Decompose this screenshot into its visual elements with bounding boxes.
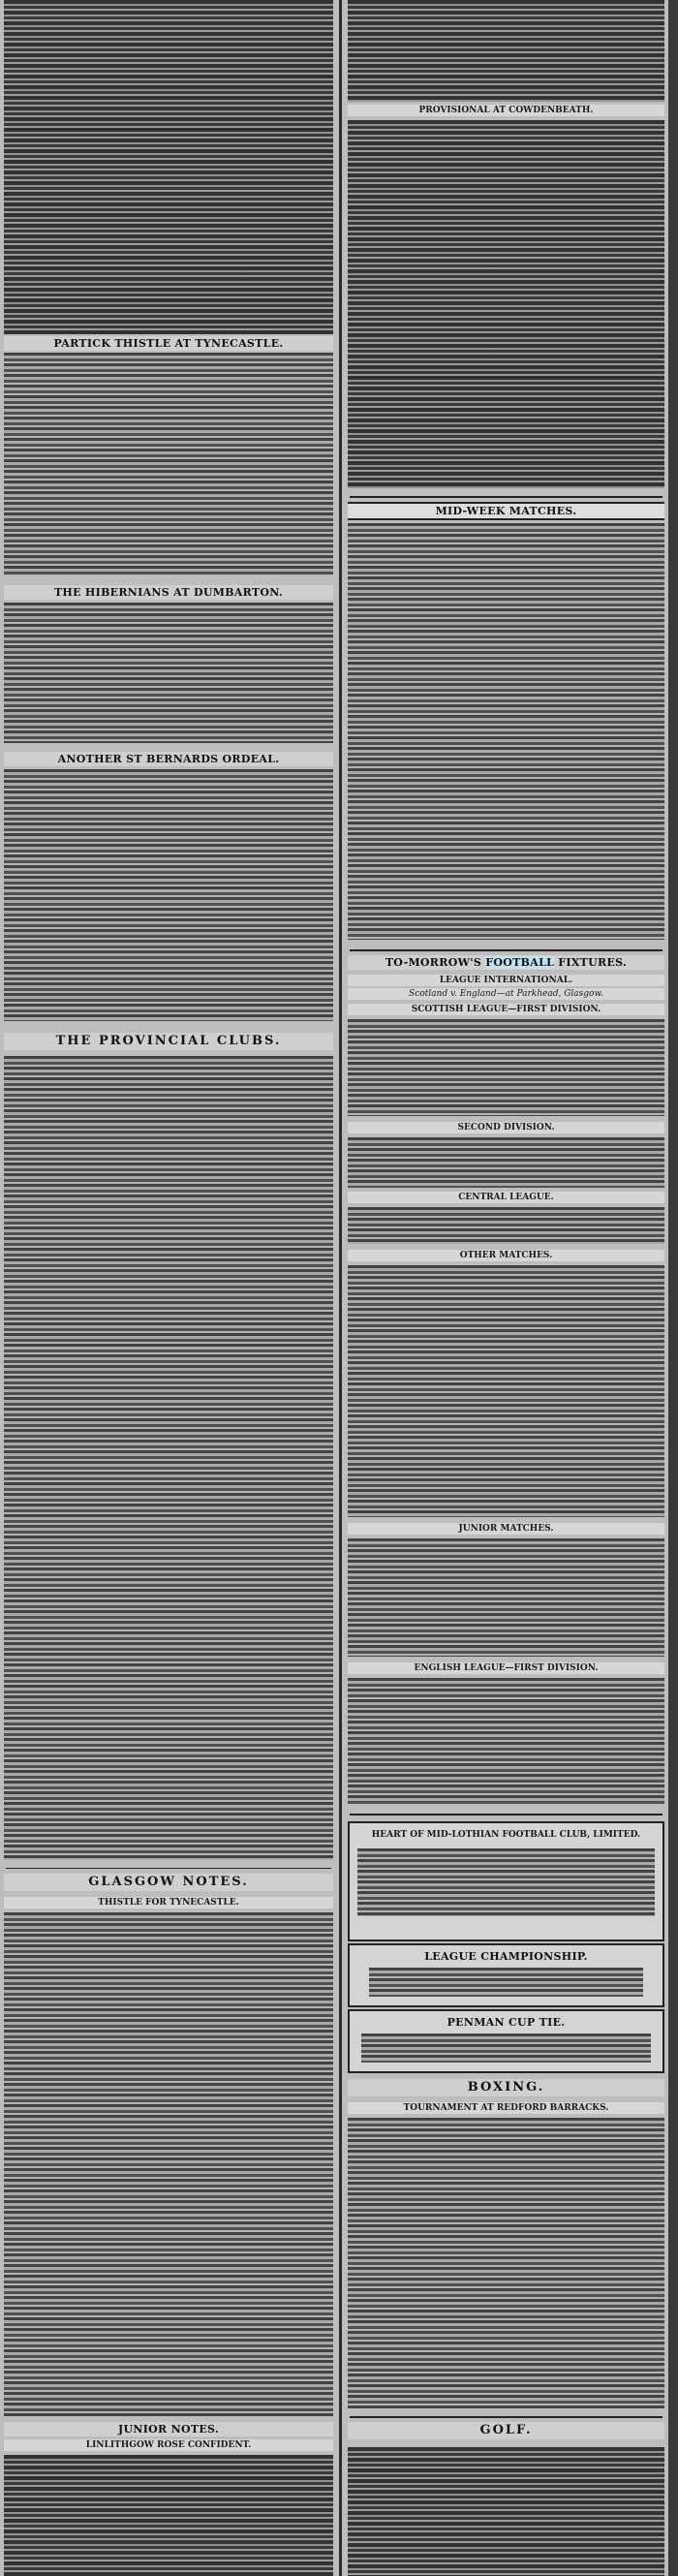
hearts-notice-title: HEART OF MID-LOTHIAN FOOTBALL CLUB, LIMITED. (371, 1830, 641, 1840)
column-rule (339, 0, 342, 2576)
subheadline-central-league: CENTRAL LEAGUE. (348, 1192, 664, 1203)
subheadline-thistle-tynecastle: THISTLE FOR TYNECASTLE. (4, 1897, 333, 1909)
league-international-match: Scotland v. England—at Parkhead, Glasgow. (348, 988, 664, 1000)
headline-glasgow-notes: GLASGOW NOTES. (4, 1874, 333, 1891)
subheadline-junior-matches: JUNIOR MATCHES. (348, 1523, 664, 1535)
fixture-list (348, 1207, 664, 1244)
subheadline-scottish-first: SCOTTISH LEAGUE—FIRST DIVISION. (348, 1004, 664, 1015)
article-text (348, 523, 664, 940)
left-column (0, 0, 337, 2576)
article-text (348, 2118, 664, 2408)
league-championship-notice (348, 1943, 664, 2007)
penman-cup-title: PENMAN CUP TIE. (447, 2016, 566, 2029)
article-text (4, 769, 333, 1021)
fixture-list (348, 1019, 664, 1116)
divider (350, 1814, 663, 1816)
headline-provincial-clubs: THE PROVINCIAL CLUBS. (4, 1033, 333, 1050)
divider (6, 1868, 331, 1869)
fixture-list (348, 1137, 664, 1188)
penman-cup-notice (348, 2009, 664, 2073)
article-text (4, 1912, 333, 2416)
divider (350, 949, 663, 951)
headline-boxing: BOXING. (348, 2079, 664, 2096)
article-text (4, 603, 333, 743)
league-championship-title: LEAGUE CHAMPIONSHIP. (424, 1950, 588, 1963)
headline-midweek-matches: MID-WEEK MATCHES. (348, 502, 664, 520)
notice-text (357, 1848, 655, 1916)
article-text (4, 1056, 333, 1860)
headline-provisional: PROVISIONAL AT COWDENBEATH. (348, 105, 664, 116)
divider (350, 496, 663, 498)
headline-st-bernards: ANOTHER ST BERNARDS ORDEAL. (4, 752, 333, 766)
subheadline-linlithgow: LINLITHGOW ROSE CONFIDENT. (4, 2439, 333, 2451)
article-text (4, 0, 333, 334)
divider (350, 2416, 663, 2418)
adjacent-page-edge (668, 0, 678, 2576)
fixture-list (348, 1678, 664, 1804)
subheadline-tournament: TOURNAMENT AT REDFORD BARRACKS. (348, 2102, 664, 2114)
fixtures-title-end: FIXTURES. (554, 956, 628, 969)
article-text (348, 120, 664, 488)
notice-text (361, 2033, 651, 2063)
fixtures-title-start: TO-MORROW'S (385, 956, 486, 969)
right-column (344, 0, 668, 2576)
fixture-list (348, 1265, 664, 1517)
headline-junior-notes: JUNIOR NOTES. (4, 2422, 333, 2436)
article-text (4, 353, 333, 575)
fixture-list (348, 1538, 664, 1657)
subheadline-english-first: ENGLISH LEAGUE—FIRST DIVISION. (348, 1662, 664, 1674)
subheadline-second-division: SECOND DIVISION. (348, 1122, 664, 1133)
fixtures-title-highlight: FOOTBALL (485, 956, 555, 969)
subheadline-league-international: LEAGUE INTERNATIONAL. (348, 975, 664, 986)
subheadline-other-matches: OTHER MATCHES. (348, 1250, 664, 1261)
notice-text (369, 1968, 643, 1997)
article-text (4, 2455, 333, 2576)
headline-golf: GOLF. (348, 2422, 664, 2439)
article-text (348, 0, 664, 102)
headline-fixtures (348, 955, 664, 970)
hearts-notice (348, 1821, 664, 1941)
headline-hibernians: THE HIBERNIANS AT DUMBARTON. (4, 585, 333, 600)
article-text (348, 2447, 664, 2576)
headline-partick-thistle: PARTICK THISTLE AT TYNECASTLE. (4, 336, 333, 351)
